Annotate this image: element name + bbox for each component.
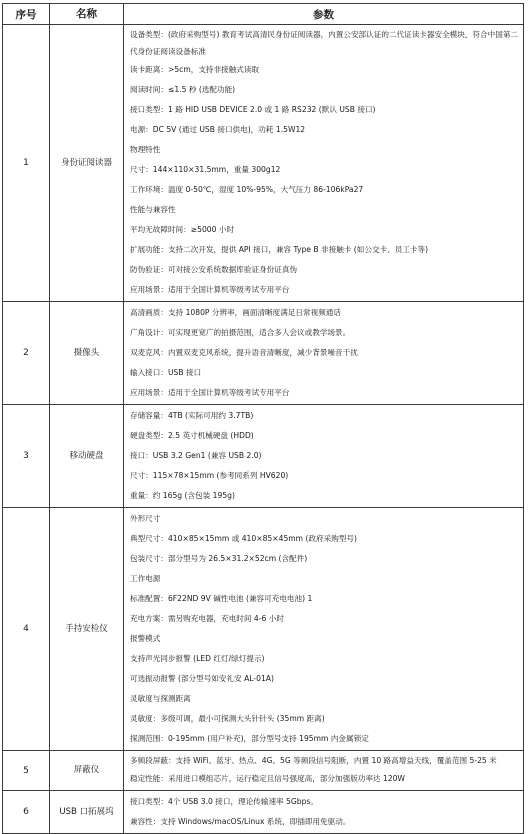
param-line: 读卡距离：>5cm，支持非接触式读取	[130, 65, 260, 74]
param-line: 设备类型：(政府采购型号) 教育考试高清民身份证阅读器，内置公安部认证的二代证读卡器安全模块，符合中国第二代身份证阅读设备标准	[130, 30, 519, 56]
row-no: 6	[3, 791, 50, 834]
row-params	[124, 25, 524, 302]
param-line: 阅读时间：≤1.5 秒 (选配功能)	[130, 85, 236, 94]
param-line: 标准配置：6F22ND 9V 碱性电池 (兼容可充电电池) 1	[130, 594, 313, 603]
param-line: 应用场景：适用于全国计算机等级考试专用平台	[130, 285, 290, 294]
row-name: 屏蔽仪	[50, 751, 124, 791]
row-params	[124, 751, 524, 791]
row-name: 身份证阅读器	[50, 25, 124, 302]
table-row	[3, 508, 524, 751]
param-line: 灵敏度与探测距离	[130, 694, 191, 703]
param-line: 重量：约 165g (含包装 195g)	[130, 491, 235, 500]
row-name: USB 口拓展坞	[50, 791, 124, 834]
param-line: 工作环境：温度 0-50℃，湿度 10%-95%，大气压力 86-106kPa27	[130, 185, 364, 194]
param-line: 广角设计：可实现更宽广的拍摄范围，适合多人会议或教学场景。	[130, 328, 351, 337]
header-name: 名称	[50, 4, 124, 25]
row-params	[124, 508, 524, 751]
row-name: 移动硬盘	[50, 405, 124, 508]
table-row	[3, 751, 524, 791]
header-params: 参数	[124, 4, 524, 25]
param-line: 探测范围：0-195mm (用户补充)，部分型号支持 195mm 内金属锁定	[130, 734, 369, 743]
table-row	[3, 302, 524, 405]
row-no: 1	[3, 25, 50, 302]
row-no: 2	[3, 302, 50, 405]
param-line: 输入接口：USB 接口	[130, 368, 202, 377]
spec-table	[2, 3, 524, 834]
param-line: 尺寸：115×78×15mm (参考同系列 HV620)	[130, 471, 289, 480]
row-params	[124, 302, 524, 405]
param-line: 性能与兼容性	[130, 205, 176, 214]
param-line: 接口类型：1 路 HID USB DEVICE 2.0 或 1 路 RS232 (默认 USB 接口)	[130, 105, 376, 114]
param-line: 包装尺寸：部分型号为 26.5×31.2×52cm (含配件)	[130, 554, 308, 563]
param-line: 报警模式	[130, 634, 161, 643]
param-line: 典型尺寸：410×85×15mm 或 410×85×45mm (政府采购型号)	[130, 534, 357, 543]
row-params	[124, 405, 524, 508]
param-line: 平均无故障时间：≥5000 小时	[130, 225, 235, 234]
param-line: 接口类型：4个 USB 3.0 接口，理论传输速率 5Gbps。	[130, 797, 318, 806]
row-no: 5	[3, 751, 50, 791]
param-line: 兼容性：支持 Windows/macOS/Linux 系统，即插即用免驱动。	[130, 817, 351, 826]
param-line: 外形尺寸	[130, 514, 161, 523]
table-header-row	[3, 4, 524, 25]
row-no: 3	[3, 405, 50, 508]
param-line: 灵敏度：多级可调，最小可探测大头针针头 (35mm 距离)	[130, 714, 325, 723]
table-row	[3, 791, 524, 834]
row-name: 摄像头	[50, 302, 124, 405]
param-line: 应用场景：适用于全国计算机等级考试专用平台	[130, 388, 290, 397]
param-line: 电源：DC 5V (通过 USB 接口供电)，功耗 1.5W12	[130, 125, 306, 134]
param-line: 硬盘类型：2.5 英寸机械硬盘 (HDD)	[130, 431, 254, 440]
param-line: 支持声光同步报警 (LED 红灯/绿灯提示)	[130, 654, 265, 663]
row-name: 手持安检仪	[50, 508, 124, 751]
param-line: 充电方案：需另购充电器，充电时间 4-6 小时	[130, 614, 284, 623]
param-line: 工作电源	[130, 574, 161, 583]
param-line: 尺寸：144×110×31.5mm，重量 300g12	[130, 165, 281, 174]
table-row	[3, 25, 524, 302]
param-line: 物理特性	[130, 145, 161, 154]
row-no: 4	[3, 508, 50, 751]
param-line: 双麦克风：内置双麦克风系统，提升语音清晰度，减少背景噪音干扰	[130, 348, 358, 357]
row-params	[124, 791, 524, 834]
param-line: 扩展功能：支持二次开发，提供 API 接口，兼容 Type B 非接触卡 (如公交卡、员工卡等)	[130, 245, 429, 254]
param-line: 高清画质：支持 1080P 分辨率，画面清晰度满足日常视频通话	[130, 308, 341, 317]
header-no: 序号	[3, 4, 50, 25]
param-line: 防伪验证：可对接公安系统数据库验证身份证真伪	[130, 265, 298, 274]
table-row	[3, 405, 524, 508]
param-line: 接口：USB 3.2 Gen1 (兼容 USB 2.0)	[130, 451, 262, 460]
param-line: 稳定性能：采用进口模组芯片，运行稳定且信号强度高，部分加强版功率达 120W	[130, 774, 406, 783]
param-line: 可选振动报警 (部分型号如安礼安 AL-01A)	[130, 674, 274, 683]
param-line: 存储容量：4TB (实际可用约 3.7TB)	[130, 411, 254, 420]
param-line: 多频段屏蔽：支持 WiFi、蓝牙、热点、4G、5G 等频段信号阻断，内置 10 路高增益天线，覆盖范围 5-25 米	[130, 756, 497, 765]
